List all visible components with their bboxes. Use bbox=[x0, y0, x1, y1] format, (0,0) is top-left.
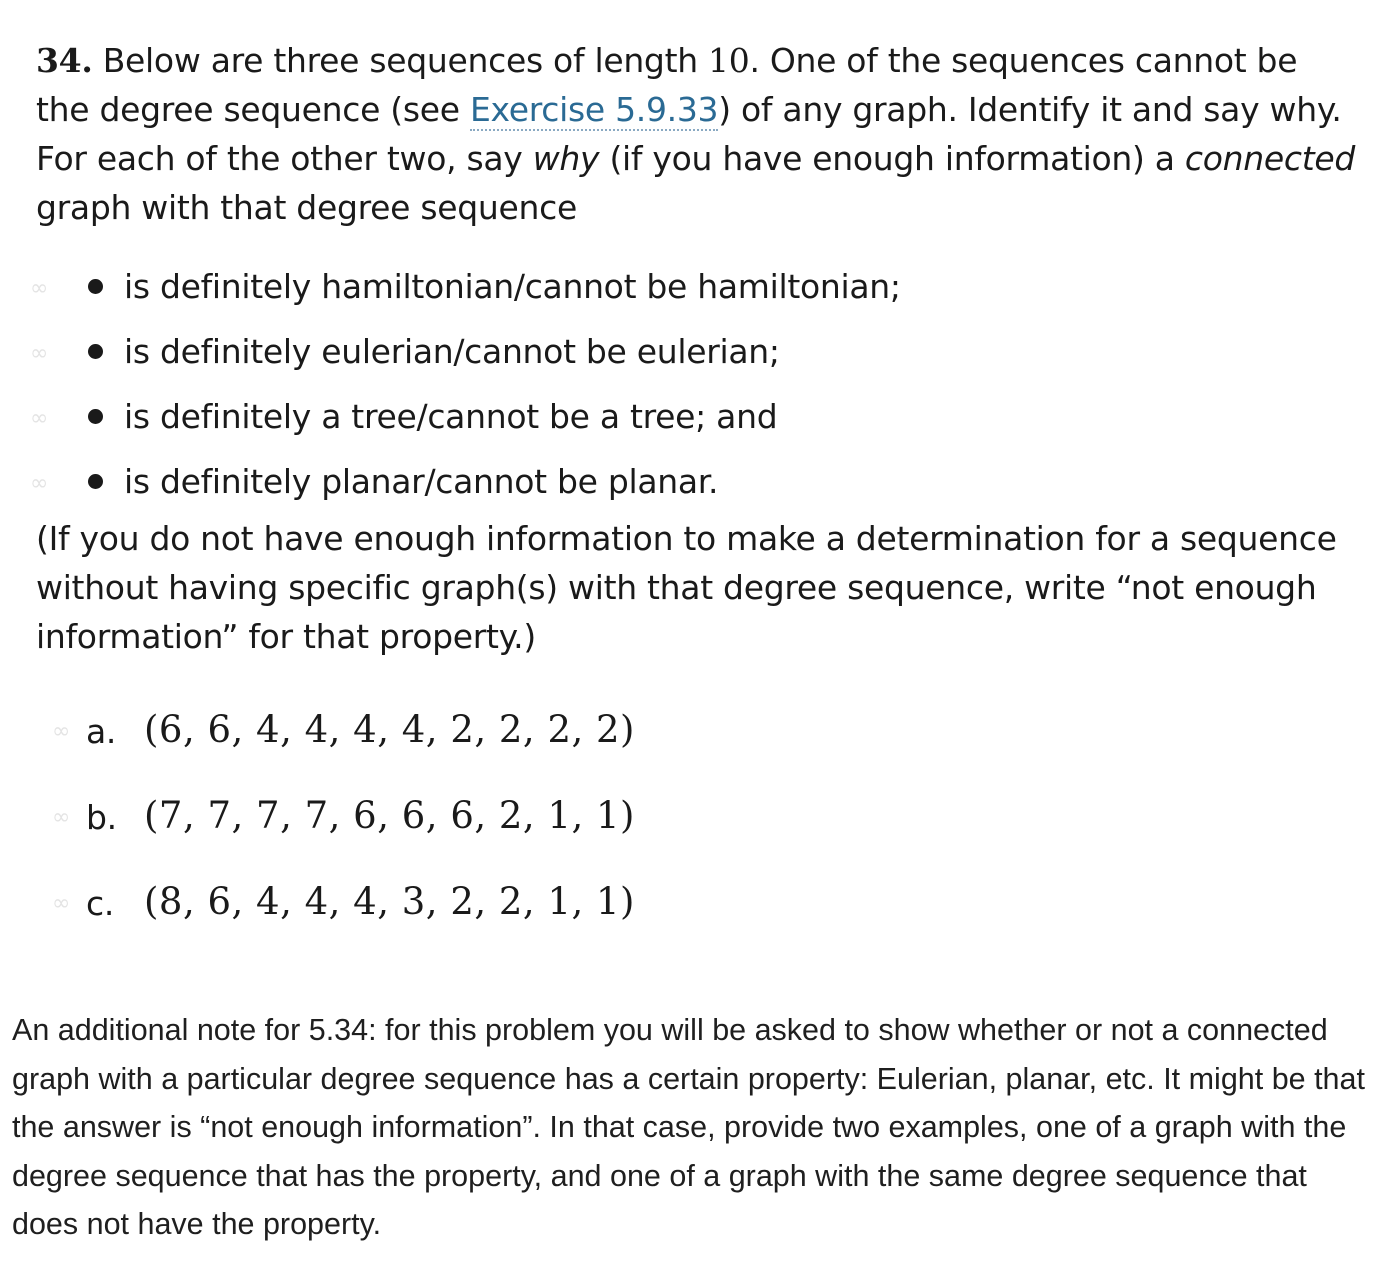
link-icon[interactable]: ∞ bbox=[52, 891, 71, 916]
part-a bbox=[36, 689, 1356, 775]
link-icon[interactable]: ∞ bbox=[52, 805, 71, 830]
part-c bbox=[36, 861, 1356, 947]
property-list bbox=[30, 254, 1356, 514]
statement-text-5: graph with that degree sequence bbox=[36, 188, 577, 227]
exercise-number: 34. bbox=[36, 41, 93, 80]
link-icon[interactable]: ∞ bbox=[30, 276, 49, 301]
emphasis-connected: connected bbox=[1184, 139, 1356, 178]
property-item-hamiltonian bbox=[30, 254, 1356, 319]
statement-text-3: ) of any graph. Identify it and say why. For each of the other two, say bbox=[36, 90, 1342, 178]
additional-note: An additional note for 5.34: for this problem you will be asked to show whether or not a connected graph with a particular degree sequence has a certain property: Eulerian, planar, etc. It might be that the answer is “not enough information”. In that case, provide two examples, one of a graph with the degree sequence that has the property, and one of a graph with the same degree sequence that does not have the property. bbox=[12, 1013, 1365, 1241]
part-b bbox=[36, 775, 1356, 861]
degree-sequence: (7, 7, 7, 7, 6, 6, 6, 2, 1, 1) bbox=[144, 794, 635, 837]
bullet-icon bbox=[88, 409, 103, 424]
bullet-icon bbox=[88, 474, 103, 489]
property-text: is definitely eulerian/cannot be eulerian; bbox=[124, 332, 780, 371]
statement-text-2: . One of the sequences cannot be the degree sequence (see bbox=[36, 41, 1298, 129]
link-icon[interactable]: ∞ bbox=[30, 341, 49, 366]
property-item-eulerian bbox=[30, 319, 1356, 384]
statement-text-4: (if you have enough information) a bbox=[599, 139, 1185, 178]
bullet-icon bbox=[88, 344, 103, 359]
emphasis-why: why bbox=[532, 139, 600, 178]
part-label: b. bbox=[86, 798, 117, 837]
parenthetical-text: (If you do not have enough information to make a determination for a sequence without having specific graph(s) with that degree sequence, write “not enough information” for that property.) bbox=[36, 519, 1337, 656]
exercise-statement bbox=[36, 36, 1356, 232]
statement-text-1: Below are three sequences of length bbox=[102, 41, 709, 80]
link-icon[interactable]: ∞ bbox=[30, 406, 49, 431]
parenthetical-note bbox=[36, 514, 1356, 661]
link-icon[interactable]: ∞ bbox=[30, 471, 49, 496]
link-icon[interactable]: ∞ bbox=[52, 719, 71, 744]
property-text: is definitely a tree/cannot be a tree; and bbox=[124, 397, 778, 436]
property-item-planar bbox=[30, 449, 1356, 514]
part-label: c. bbox=[86, 884, 115, 923]
property-item-tree bbox=[30, 384, 1356, 449]
exercise-cross-reference-link[interactable]: Exercise 5.9.33 bbox=[469, 90, 719, 129]
sequence-length: 10 bbox=[708, 41, 750, 80]
degree-sequence: (6, 6, 4, 4, 4, 4, 2, 2, 2, 2) bbox=[144, 708, 635, 751]
sequence-parts bbox=[36, 689, 1356, 947]
property-text: is definitely planar/cannot be planar. bbox=[124, 462, 719, 501]
bullet-icon bbox=[88, 279, 103, 294]
part-label: a. bbox=[86, 712, 117, 751]
exercise-block bbox=[30, 36, 1356, 947]
property-text: is definitely hamiltonian/cannot be hamiltonian; bbox=[124, 267, 901, 306]
degree-sequence: (8, 6, 4, 4, 4, 3, 2, 2, 1, 1) bbox=[144, 880, 635, 923]
